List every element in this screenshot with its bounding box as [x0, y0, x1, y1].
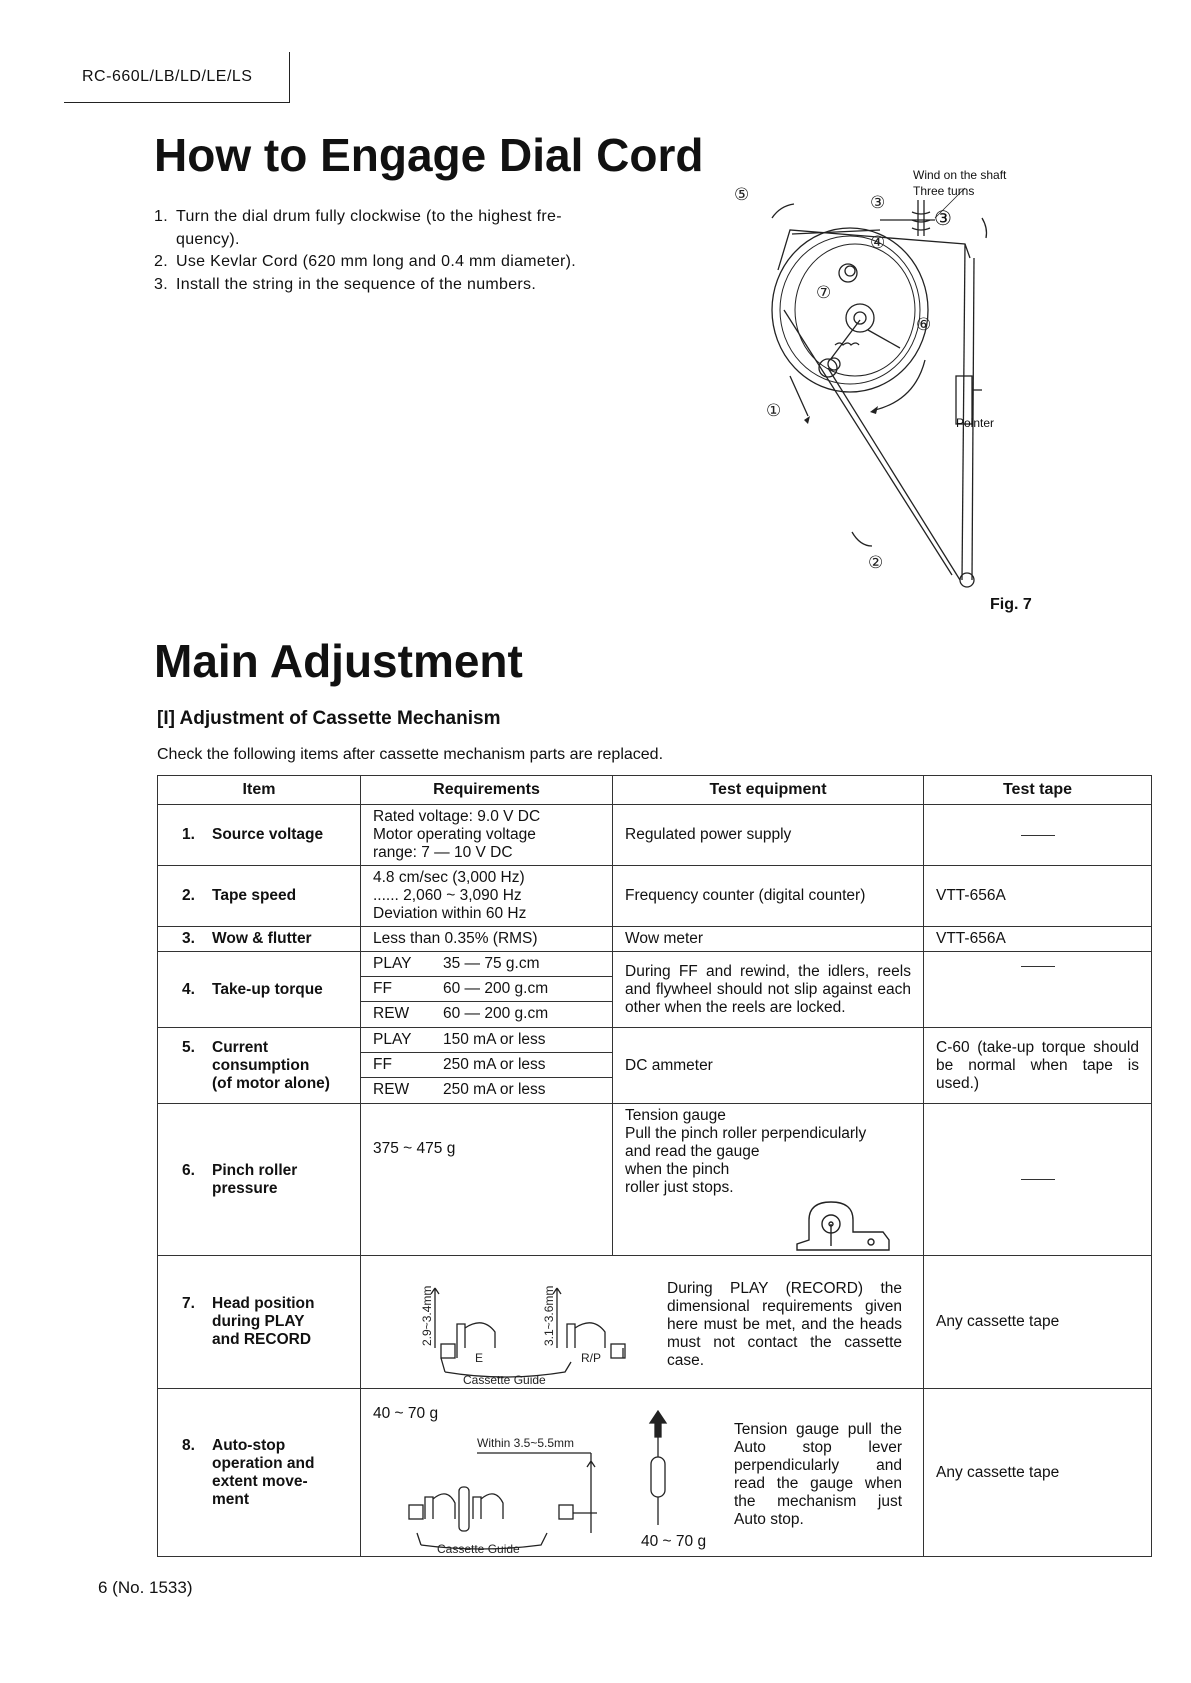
marker-5: ⑤ [734, 185, 750, 205]
figure-caption: Fig. 7 [990, 596, 1032, 613]
step-item: 2. Use Kevlar Cord (620 mm long and 0.4 mm diameter). [154, 253, 577, 270]
dim-left-label: 2.9~3.4mm [420, 1285, 434, 1346]
marker-4: ④ [870, 233, 886, 253]
subsection-title: [I] Adjustment of Cassette Mechanism [157, 708, 501, 729]
header-rule-vertical [289, 52, 290, 102]
wind-label-line2: Three turns [913, 184, 975, 198]
step-item: 3. Install the string in the sequence of the numbers. [154, 275, 537, 293]
table-row: 3. Wow & flutter Less than 0.35% (RMS) Wow meter VTT-656A [158, 927, 1152, 952]
section-title-dial-cord: How to Engage Dial Cord [154, 129, 704, 181]
within-label: Within 3.5~5.5mm [477, 1436, 575, 1450]
wind-label-line1: Wind on the shaft [913, 168, 1007, 182]
cassette-guide-label: Cassette Guide [437, 1542, 520, 1556]
marker-1: ① [766, 401, 782, 421]
dial-cord-steps [154, 206, 624, 296]
header-rule [64, 102, 290, 103]
tension-gauge-icon [643, 1409, 673, 1529]
page-footer: 6 (No. 1533) [98, 1578, 193, 1597]
auto-stop-diagram [381, 1433, 621, 1557]
cassette-guide-label: Cassette Guide [463, 1373, 546, 1387]
table-row: 4. Take-up torque PLAY 35 — 75 g.cm FF 60 — 200 g.cm REW 60 — 200 g.cm During FF and rewind, the idlers, reels and flywheel should not slip against each other when the reels are locked. [158, 952, 1152, 1028]
table-header [158, 776, 1152, 805]
table-row: 1. Source voltage Rated voltage: 9.0 V DC Motor operating voltage range: 7 — 10 V DC Regulated power supply [158, 805, 1152, 866]
dim-right-label: 3.1~3.6mm [542, 1285, 556, 1346]
intro-text: Check the following items after cassette mechanism parts are replaced. [157, 746, 664, 763]
table-row: 2. Tape speed 4.8 cm/sec (3,000 Hz) ...... 2,060 ~ 3,090 Hz Deviation within 60 Hz Frequency counter (digital counter) VTT-656A [158, 866, 1152, 927]
none-dash [1021, 835, 1055, 836]
pinch-roller-icon [793, 1200, 893, 1256]
model-number: RC-660L/LB/LD/LE/LS [82, 68, 253, 85]
dial-cord-figure [734, 160, 1060, 610]
head-e-label: E [475, 1351, 484, 1365]
step-item: 1. Turn the dial drum fully clockwise (to the highest fre-quency). [154, 208, 562, 248]
pointer-label: Pointer [956, 416, 995, 430]
head-rp-label: R/P [581, 1351, 602, 1365]
section-title-main-adjustment: Main Adjustment [154, 635, 523, 687]
column-header: Test equipment [613, 776, 924, 805]
none-dash [1021, 1179, 1055, 1180]
head-position-diagram [421, 1262, 631, 1386]
marker-3: ③ [934, 208, 952, 230]
marker-3: ③ [870, 193, 886, 213]
table-row: 5. Current consumption (of motor alone) PLAY 150 mA or less FF 250 mA or less REW 250 mA or less DC ammeter C-60 (take-up torque should be normal when tape is used.) [158, 1028, 1152, 1104]
table-row: 8. Auto-stop operation and extent move- ment 40 ~ 70 g Within 3.5~5.5mm Cassette Guide 40 ~ 70 g Tension gauge pull the Auto stop lever perpendicularly and read the gauge when the mechanism just Auto stop. Any cassette tape [158, 1389, 1152, 1557]
table-row: 7. Head position during PLAY and RECORD 2.9~3.4mm 3.1~3.6mm E R/P Cassette Guide During PLAY (RECORD) the dimensional requirements given here must be met, and the heads must not contact the cassette case. Any cassette tape [158, 1256, 1152, 1389]
column-header: Item [158, 776, 361, 805]
column-header: Requirements [361, 776, 613, 805]
table-row: 6. Pinch roller pressure 375 ~ 475 g Tension gauge Pull the pinch roller perpendicularly and read the gauge when the pinch roller just stops. [158, 1104, 1152, 1256]
marker-7: ⑦ [816, 283, 832, 303]
adjustment-table [157, 775, 1152, 1557]
none-dash [1021, 966, 1055, 967]
column-header: Test tape [924, 776, 1152, 805]
marker-2: ② [868, 553, 884, 573]
marker-6: ⑥ [916, 315, 932, 335]
